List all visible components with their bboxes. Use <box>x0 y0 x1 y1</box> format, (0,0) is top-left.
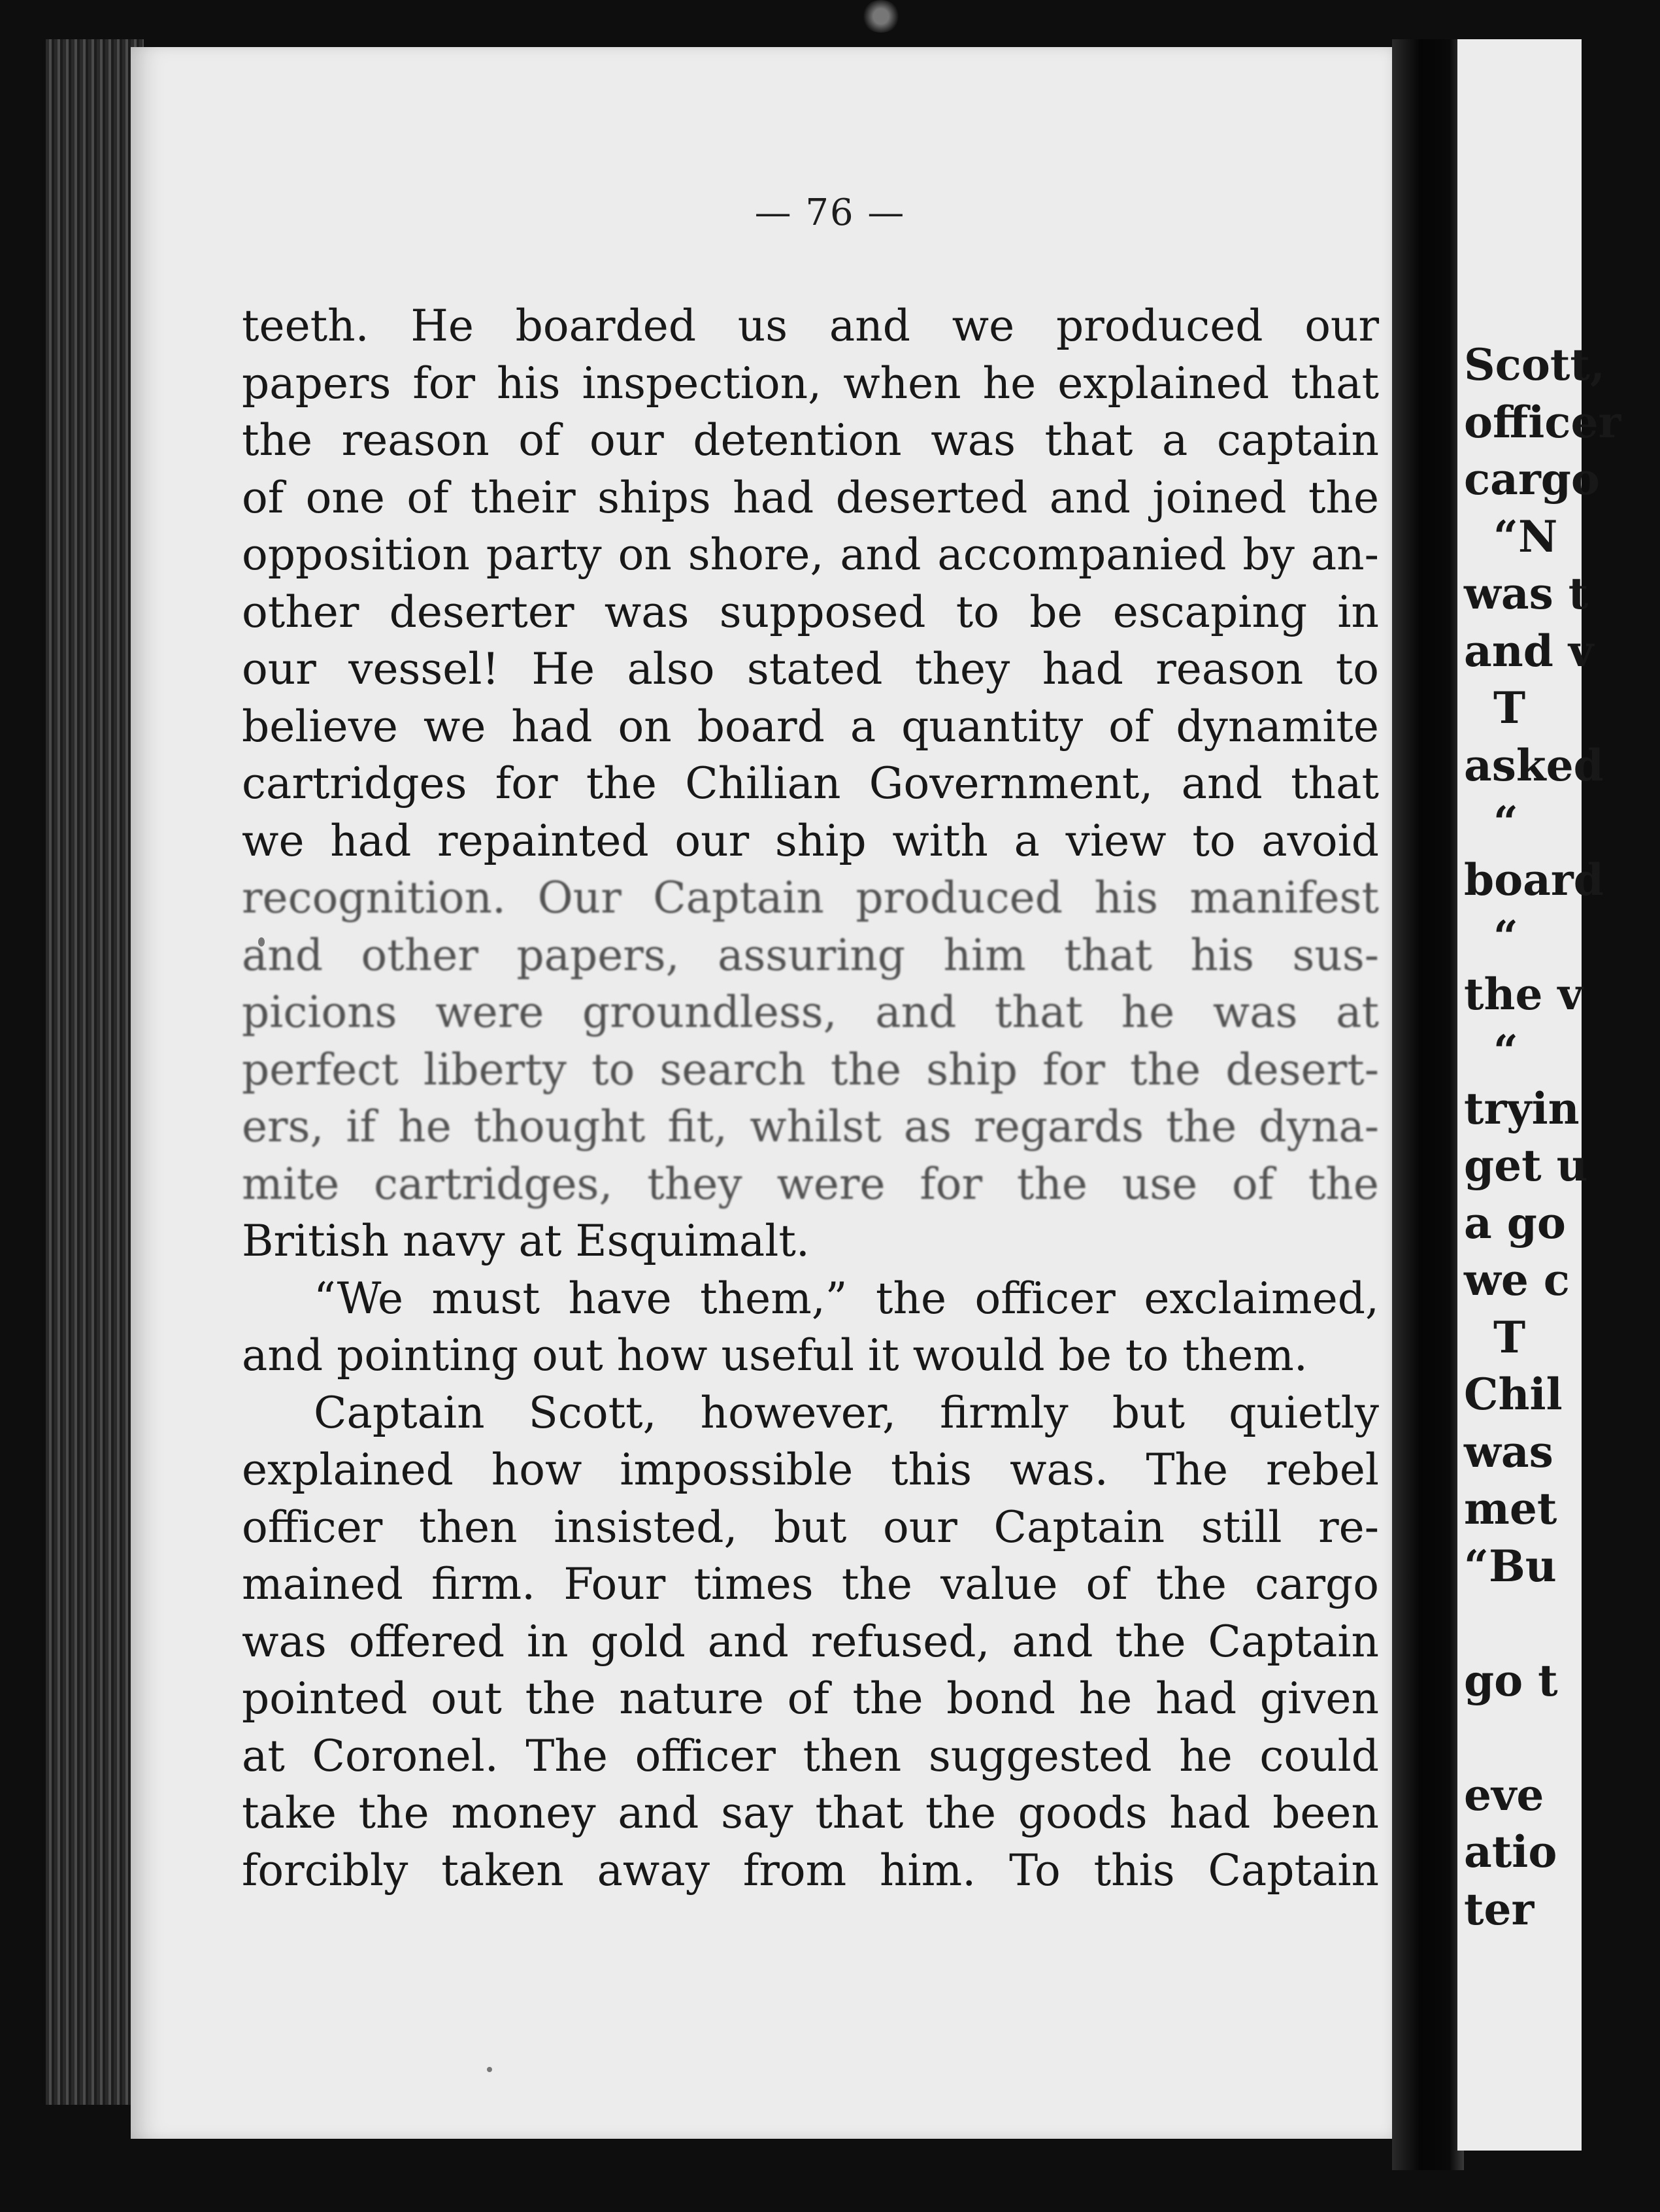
text-line: was <box>1464 1426 1553 1477</box>
text-line: British navy at Esquimalt. <box>242 1216 810 1266</box>
text-line: our vessel! He also stated they had reason to <box>242 644 1379 694</box>
text-line: “We must have them,” the officer exclaimed, <box>314 1273 1379 1324</box>
text-line: forcibly taken away from him. To this Captain <box>242 1845 1379 1896</box>
right-page <box>1457 39 1621 2151</box>
text-line: go t <box>1464 1654 1558 1706</box>
text-line: papers for his inspection, when he explained that <box>242 358 1379 409</box>
text-line: other deserter was supposed to be escaping in <box>242 586 1379 637</box>
text-line: Chil <box>1464 1369 1563 1420</box>
text-line: officer then insisted, but our Captain still re- <box>242 1501 1379 1552</box>
text-line: atio <box>1464 1826 1557 1877</box>
text-line: eve <box>1464 1769 1544 1820</box>
text-line: at Coronel. The officer then suggested he could <box>242 1730 1379 1781</box>
text-line: ers, if he thought fit, whilst as regards the dyna- <box>242 1101 1379 1152</box>
text-line: met <box>1464 1483 1557 1534</box>
text-line: was t <box>1464 568 1589 619</box>
text-line: asked <box>1464 739 1604 791</box>
text-line: was offered in gold and refused, and the Captain <box>242 1616 1379 1667</box>
scan-speck <box>487 2067 492 2072</box>
text-line: cargo <box>1464 454 1600 505</box>
text-line: the reason of our detention was that a captain <box>242 415 1379 465</box>
text-line: believe we had on board a quantity of dynamite <box>242 701 1379 752</box>
text-line: opposition party on shore, and accompanied by an- <box>242 529 1379 580</box>
text-line: “ <box>1493 911 1518 962</box>
text-line: explained how impossible this was. The rebel <box>242 1445 1379 1495</box>
text-line: mite cartridges, they were for the use of the <box>242 1158 1379 1209</box>
text-line: pointed out the nature of the bond he had given <box>242 1673 1379 1724</box>
text-line: get u <box>1464 1140 1588 1191</box>
text-line: tryin <box>1464 1082 1580 1134</box>
text-line: T <box>1493 1311 1526 1363</box>
text-line: of one of their ships had deserted and joined the <box>242 472 1379 523</box>
page-body-text <box>242 297 1379 1899</box>
text-line: we c <box>1464 1254 1570 1305</box>
scan-smudge <box>861 0 901 33</box>
book-gutter <box>1392 39 1464 2170</box>
text-line: teeth. He boarded us and we produced our <box>242 301 1379 351</box>
text-line: and pointing out how useful it would be to them. <box>242 1330 1308 1381</box>
text-line: picions were groundless, and that he was at <box>242 987 1379 1037</box>
text-line: Scott, <box>1464 339 1605 390</box>
page-number: — 76 — <box>754 192 906 234</box>
text-line: “ <box>1493 1026 1518 1077</box>
text-line: perfect liberty to search the ship for the desert- <box>242 1044 1379 1095</box>
text-line: the v <box>1464 968 1583 1020</box>
text-line: and other papers, assuring him that his sus- <box>242 930 1379 980</box>
text-line: and v <box>1464 625 1594 677</box>
text-line: “Bu <box>1464 1540 1557 1592</box>
text-line: “N <box>1493 511 1558 562</box>
text-line: we had repainted our ship with a view to avoid <box>242 815 1379 866</box>
text-line: cartridges for the Chilian Government, and that <box>242 758 1379 809</box>
text-line <box>1464 1595 1660 1652</box>
right-page-text <box>1464 337 1660 1938</box>
text-line: recognition. Our Captain produced his manifest <box>242 873 1379 923</box>
text-line: mained firm. Four times the value of the cargo <box>242 1559 1379 1609</box>
text-line: “ <box>1493 797 1518 848</box>
text-line: a go <box>1464 1197 1566 1248</box>
text-line: Captain Scott, however, firmly but quietly <box>314 1387 1379 1438</box>
text-line <box>1464 1709 1660 1767</box>
text-line: ter <box>1464 1883 1535 1935</box>
text-line: take the money and say that the goods had been <box>242 1788 1379 1838</box>
text-line: board <box>1464 854 1604 905</box>
book-page-edges <box>46 39 144 2105</box>
text-line: officer <box>1464 396 1621 448</box>
text-line: T <box>1493 682 1526 733</box>
